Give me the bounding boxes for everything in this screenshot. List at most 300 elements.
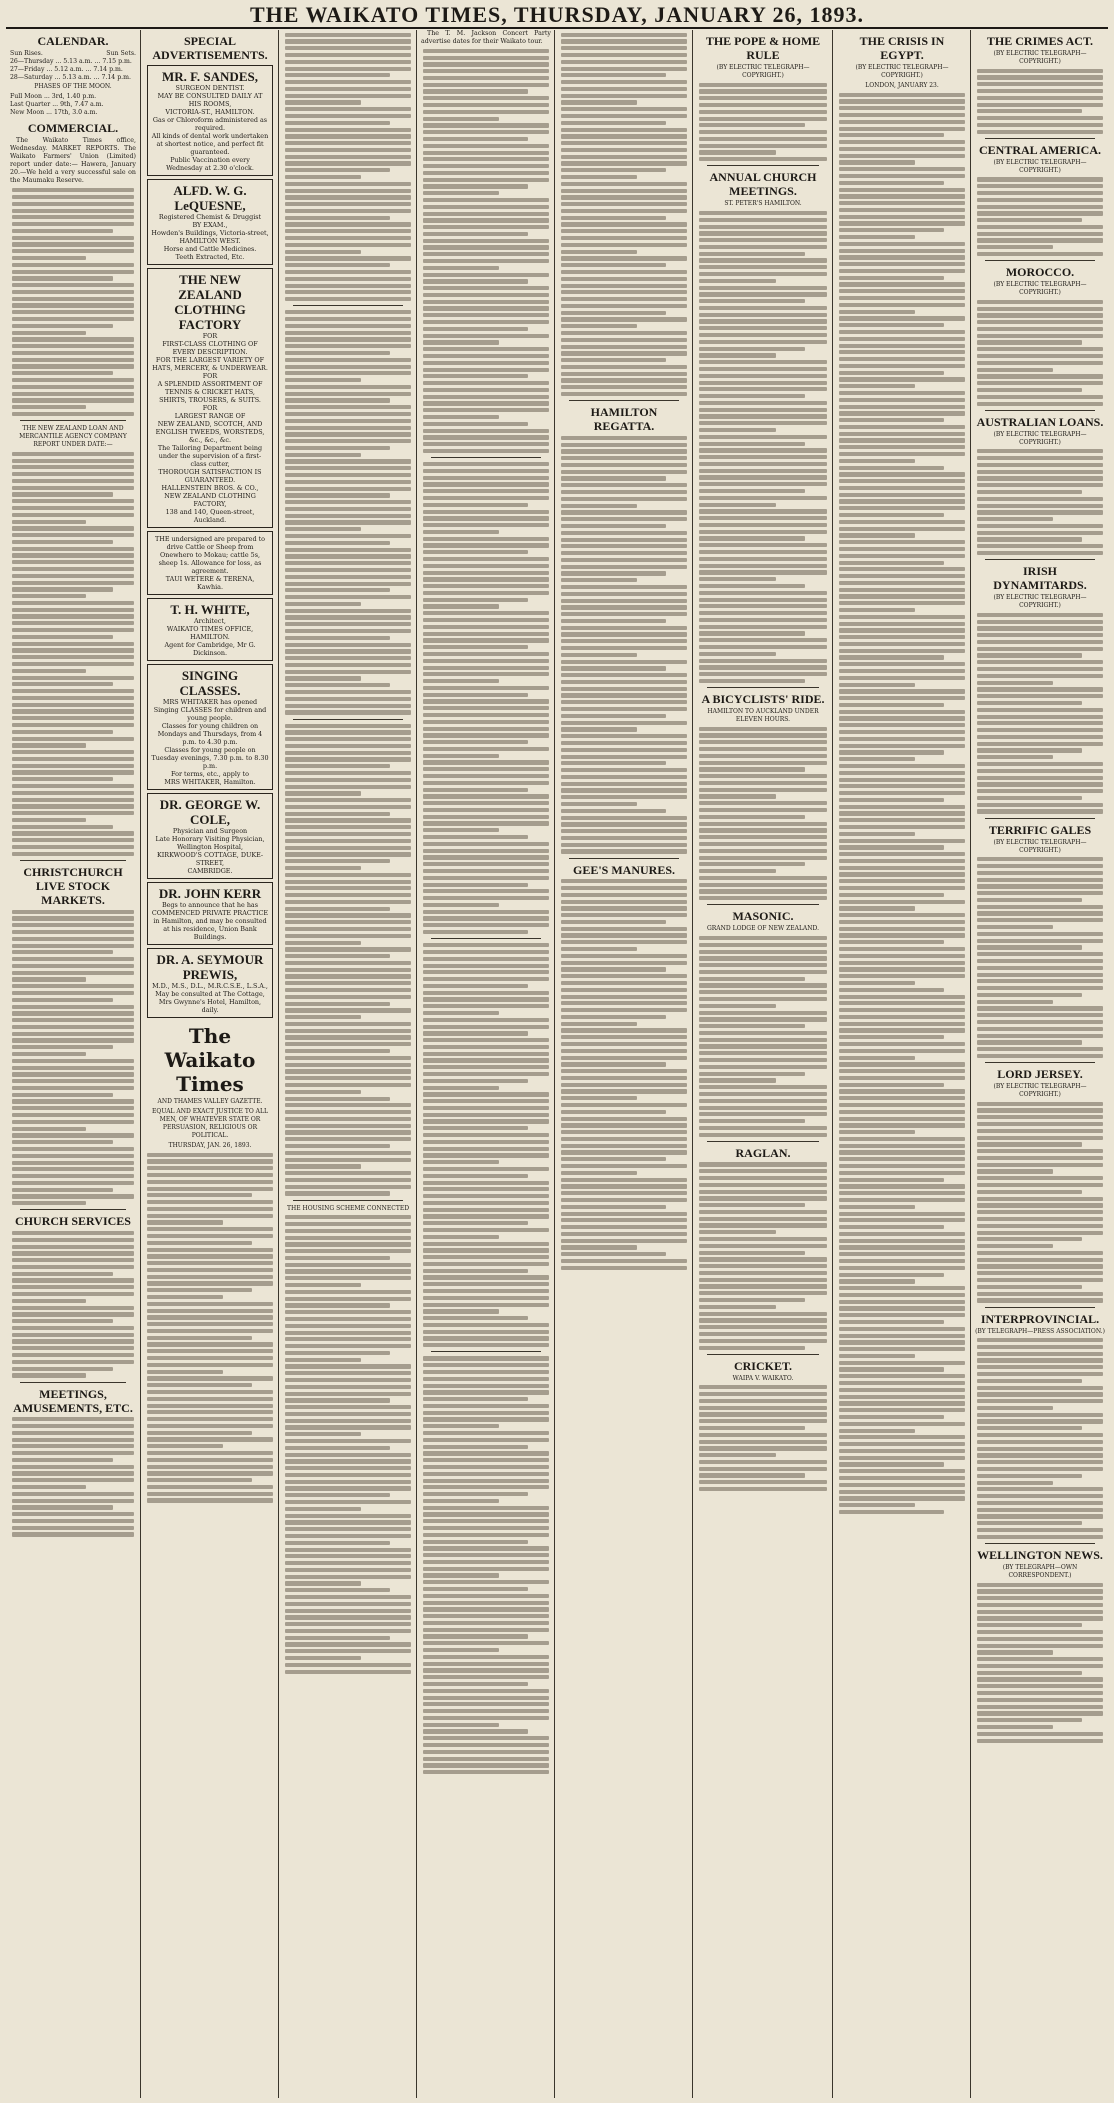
text-line: [699, 1085, 827, 1089]
text-line: [285, 791, 361, 795]
calendar-row: [10, 101, 136, 109]
text-line: [977, 1528, 1103, 1532]
text-line: [839, 425, 965, 429]
text-line: [423, 510, 549, 514]
text-line: [285, 1527, 411, 1531]
text-line: [12, 709, 134, 713]
text-line: [699, 665, 827, 669]
newspaper-nameplate: The Waikato Times: [164, 1024, 256, 1096]
text-line: [977, 782, 1103, 786]
text-line: [977, 184, 1103, 188]
text-line: [12, 1485, 86, 1489]
text-line: [839, 364, 965, 368]
text-line: [561, 256, 687, 260]
text-line: [423, 151, 549, 155]
text-line: [839, 1042, 965, 1046]
text-line: [285, 825, 411, 829]
text-line: [839, 1286, 965, 1290]
text-line: [839, 344, 965, 348]
text-line: [285, 1242, 411, 1246]
text-line: [147, 1404, 273, 1408]
text-line: [839, 249, 965, 253]
text-line: [561, 338, 687, 342]
text-line: [977, 531, 1103, 535]
text-line: [699, 1426, 805, 1430]
text-line: [423, 1092, 549, 1096]
text-line: [12, 526, 134, 530]
text-line: [12, 635, 113, 639]
text-line: [977, 96, 1103, 100]
text-line: [285, 690, 411, 694]
text-line: [561, 243, 687, 247]
section-heading: CHRISTCHURCH LIVE STOCK MARKETS.: [23, 865, 123, 907]
text-line: [285, 676, 361, 680]
text-line: [285, 236, 411, 240]
text-line: [561, 544, 687, 548]
text-line: [561, 1137, 687, 1141]
text-line: [285, 1171, 411, 1175]
text-line: [12, 1360, 134, 1364]
text-line: [561, 585, 687, 589]
text-line: [423, 1540, 528, 1544]
text-line: [839, 744, 965, 748]
calendar-cell: Full Moon ... 3rd, 1.40 p.m.: [10, 93, 97, 100]
text-line: [285, 155, 411, 159]
section-divider: [431, 457, 541, 458]
text-line: [423, 1519, 549, 1523]
text-line: [561, 524, 666, 528]
text-line: [285, 880, 411, 884]
text-line: [285, 1117, 411, 1121]
column-3: [278, 30, 417, 2098]
body-text-block: [421, 462, 551, 934]
text-line: [561, 263, 666, 267]
text-line: [147, 1458, 273, 1462]
text-line: [561, 504, 637, 508]
text-line: [561, 216, 666, 220]
text-line: [561, 1076, 687, 1080]
text-line: [839, 93, 965, 97]
text-line: [977, 626, 1103, 630]
text-line: [423, 313, 549, 317]
text-line: [699, 652, 776, 656]
text-line: [977, 1630, 1103, 1634]
section-subheading: THURSDAY, JAN. 26, 1893.: [168, 1142, 252, 1149]
body-text-block: [975, 177, 1105, 256]
text-line: [977, 674, 1103, 678]
text-line: [423, 1485, 549, 1489]
text-line: [423, 1031, 528, 1035]
text-line: [561, 114, 687, 118]
text-line: [839, 1205, 915, 1209]
text-line: [561, 463, 687, 467]
text-line: [147, 1342, 273, 1346]
text-line: [423, 212, 549, 216]
text-line: [12, 1038, 134, 1042]
text-line: [977, 803, 1103, 807]
text-line: [12, 1133, 134, 1137]
text-line: [561, 148, 687, 152]
text-line: [423, 849, 549, 853]
column-8: [970, 30, 1109, 2098]
text-line: [977, 1292, 1103, 1296]
text-line: [561, 693, 687, 697]
text-line: [285, 507, 411, 511]
text-line: [12, 242, 134, 246]
text-line: [561, 483, 687, 487]
text-line: [423, 1614, 549, 1618]
text-line: [977, 490, 1082, 494]
text-line: [12, 930, 134, 934]
advertisement-line: FOR: [202, 404, 218, 412]
text-line: [977, 1487, 1103, 1491]
text-line: [423, 604, 499, 608]
text-line: [977, 1372, 1103, 1376]
body-text-block: [421, 943, 551, 1347]
advertisement: [147, 531, 273, 595]
text-line: [977, 361, 1103, 365]
text-line: [12, 1306, 134, 1310]
text-line: [977, 544, 1103, 548]
text-line: [977, 905, 1103, 909]
text-line: [839, 1442, 965, 1446]
text-line: [147, 1153, 273, 1157]
text-line: [839, 533, 915, 537]
text-line: [285, 297, 411, 301]
text-line: [561, 1123, 687, 1127]
text-line: [423, 842, 549, 846]
text-line: [285, 1015, 361, 1019]
column-2: [140, 30, 279, 2098]
text-line: [699, 1017, 827, 1021]
text-line: [699, 238, 827, 242]
text-line: [285, 344, 411, 348]
text-line: [285, 398, 390, 402]
text-line: [423, 1038, 549, 1042]
text-line: [12, 1278, 134, 1282]
advertisement-line: Howden's Buildings, Victoria-street,: [151, 229, 269, 237]
text-line: [561, 1218, 687, 1222]
text-line: [423, 557, 549, 561]
text-line: [699, 1332, 827, 1336]
text-line: [977, 225, 1103, 229]
text-line: [423, 1099, 549, 1103]
text-line: [977, 1122, 1103, 1126]
text-line: [977, 1358, 1103, 1362]
text-line: [285, 1385, 411, 1389]
text-line: [839, 520, 965, 524]
text-line: [977, 1156, 1103, 1160]
text-line: [12, 371, 113, 375]
text-line: [977, 1149, 1103, 1153]
text-line: [12, 1319, 113, 1323]
text-line: [839, 1239, 965, 1243]
text-line: [423, 178, 549, 182]
text-line: [285, 453, 361, 457]
text-line: [977, 1183, 1103, 1187]
text-line: [12, 398, 134, 402]
section-heading: MEETINGS, AMUSEMENTS, ETC.: [13, 1386, 133, 1415]
text-line: [839, 147, 965, 151]
text-line: [561, 734, 687, 738]
text-line: [977, 715, 1103, 719]
text-line: [561, 1001, 687, 1005]
text-line: [561, 755, 687, 759]
text-line: [561, 1083, 687, 1087]
text-line: [423, 1255, 549, 1259]
text-line: [561, 893, 687, 897]
text-line: [561, 456, 687, 460]
section-heading: CHURCH SERVICES: [15, 1214, 131, 1229]
text-line: [285, 554, 411, 558]
text-line: [12, 1045, 113, 1049]
text-line: [423, 1729, 528, 1733]
text-line: [285, 900, 411, 904]
text-line: [699, 1460, 827, 1464]
text-line: [699, 381, 827, 385]
column-7: [832, 30, 971, 2098]
text-line: [147, 1166, 273, 1170]
text-line: [839, 730, 965, 734]
text-line: [12, 1093, 113, 1097]
text-line: [699, 822, 827, 826]
text-line: [839, 954, 965, 958]
text-line: [285, 128, 411, 132]
text-line: [977, 871, 1103, 875]
calendar-cell: 27—Friday ... 5.12 a.m. ... 7.14 p.m.: [10, 66, 123, 73]
text-line: [839, 974, 965, 978]
text-line: [699, 1305, 776, 1309]
body-text-block: [283, 33, 413, 302]
text-line: [285, 886, 411, 890]
text-line: [561, 988, 687, 992]
text-line: [285, 168, 390, 172]
text-line: [977, 1440, 1103, 1444]
text-line: [699, 252, 805, 256]
text-line: [423, 1113, 549, 1117]
text-line: [977, 755, 1053, 759]
advertisement: [147, 793, 273, 879]
text-line: [285, 189, 411, 193]
text-line: [285, 1622, 411, 1626]
body-text-block: [10, 910, 136, 1206]
text-line: [285, 263, 390, 267]
text-line: [423, 727, 549, 731]
text-line: [423, 279, 528, 283]
text-line: [423, 984, 528, 988]
text-line: [423, 395, 549, 399]
advertisement-line: SURGEON DENTIST.: [175, 84, 245, 92]
text-line: [977, 701, 1082, 705]
section-heading: IRISH DYNAMITARDS.: [993, 564, 1087, 593]
calendar-cell: Sun Rises.: [10, 50, 43, 57]
text-line: [561, 443, 687, 447]
text-line: [285, 1541, 390, 1545]
text-line: [561, 517, 687, 521]
text-line: [977, 1399, 1103, 1403]
text-line: [839, 818, 965, 822]
text-line: [977, 307, 1103, 311]
text-line: [561, 168, 666, 172]
text-line: [12, 1181, 134, 1185]
text-line: [147, 1417, 273, 1421]
text-line: [423, 1235, 499, 1239]
section-divider: [20, 860, 126, 861]
text-line: [699, 815, 805, 819]
text-line: [423, 1770, 549, 1774]
text-line: [423, 225, 549, 229]
text-line: [699, 1217, 827, 1221]
text-line: [699, 1223, 827, 1227]
text-line: [699, 394, 805, 398]
text-line: [839, 1232, 965, 1236]
text-line: [285, 175, 361, 179]
text-line: [839, 120, 965, 124]
text-line: [285, 1670, 411, 1674]
text-line: [561, 1157, 666, 1161]
text-line: [12, 628, 134, 632]
text-line: [699, 1099, 827, 1103]
columns: [6, 30, 1108, 2098]
text-line: [12, 1188, 113, 1192]
text-line: [699, 733, 827, 737]
text-line: [977, 884, 1103, 888]
text-line: [12, 188, 134, 192]
text-line: [699, 1251, 805, 1255]
text-line: [12, 811, 134, 815]
advertisement: [147, 664, 273, 790]
text-line: [12, 944, 134, 948]
text-line: [285, 493, 390, 497]
text-line: [699, 584, 805, 588]
text-line: [285, 1283, 361, 1287]
text-line: [285, 1042, 411, 1046]
text-line: [147, 1390, 273, 1394]
advertisement-line: The Tailoring Department being under the supervision of a first-class cutter,: [157, 444, 263, 468]
text-line: [147, 1431, 252, 1435]
text-line: [839, 276, 944, 280]
text-line: [12, 1194, 134, 1198]
body-text-block: [975, 857, 1105, 1058]
text-line: [699, 1190, 827, 1194]
text-line: [423, 1370, 549, 1374]
text-line: [699, 414, 827, 418]
text-line: [147, 1193, 252, 1197]
text-line: [285, 284, 411, 288]
text-line: [561, 666, 666, 670]
text-line: [561, 1015, 666, 1019]
text-line: [561, 940, 687, 944]
advertisement-line: FOR THE LARGEST VARIETY OF: [155, 356, 265, 364]
text-line: [839, 405, 965, 409]
text-line: [285, 46, 411, 50]
text-line: [12, 337, 134, 341]
text-line: [699, 550, 827, 554]
text-line: [561, 721, 687, 725]
text-line: [423, 286, 549, 290]
text-line: [12, 533, 134, 537]
text-line: [12, 236, 134, 240]
text-line: [12, 1052, 86, 1056]
text-line: [147, 1498, 273, 1502]
text-line: [699, 150, 776, 154]
text-line: [839, 723, 965, 727]
text-line: [699, 1004, 776, 1008]
text-line: [423, 598, 528, 602]
text-line: [977, 524, 1103, 528]
text-line: [147, 1336, 252, 1340]
text-line: [12, 662, 134, 666]
text-line: [839, 1462, 944, 1466]
text-line: [561, 646, 687, 650]
text-line: [977, 69, 1103, 73]
body-text-block: [975, 69, 1105, 134]
text-line: [12, 270, 134, 274]
text-line: [561, 80, 687, 84]
text-line: [977, 1006, 1103, 1010]
advertisement: [147, 948, 273, 1018]
text-line: [423, 496, 549, 500]
text-line: [699, 353, 776, 357]
advertisement-line: M.D., M.S., D.L., M.R.C.S.E., L.S.A.,: [152, 982, 268, 990]
advertisement-line: VICTORIA-ST., HAMILTON.: [165, 108, 255, 116]
text-line: [285, 1137, 411, 1141]
text-line: [839, 357, 965, 361]
text-line: [977, 1197, 1103, 1201]
text-line: [977, 252, 1103, 256]
text-line: [839, 384, 915, 388]
text-line: [423, 1289, 549, 1293]
advertisement-line: FIRST-CLASS CLOTHING OF EVERY DESCRIPTION.: [162, 340, 258, 356]
text-line: [423, 1675, 549, 1679]
text-line: [285, 290, 411, 294]
text-line: [839, 1347, 965, 1351]
text-line: [561, 829, 687, 833]
text-line: [839, 269, 965, 273]
text-line: [561, 490, 687, 494]
text-line: [12, 957, 134, 961]
text-line: [423, 910, 549, 914]
text-line: [977, 537, 1082, 541]
advertisement-title: T. H. WHITE,: [170, 602, 250, 617]
text-line: [285, 1371, 411, 1375]
advertisement-line: Kawhia.: [196, 583, 224, 591]
text-line: [699, 835, 827, 839]
text-line: [839, 459, 915, 463]
text-line: [839, 1144, 965, 1148]
text-line: [977, 973, 1103, 977]
text-line: [839, 540, 965, 544]
advertisement-line: KIRKWOOD'S COTTAGE, DUKE-STREET,: [156, 851, 264, 867]
text-line: [699, 130, 827, 134]
text-line: [699, 570, 827, 574]
text-line: [839, 913, 965, 917]
text-line: [423, 1655, 549, 1659]
text-line: [423, 686, 549, 690]
text-line: [285, 202, 411, 206]
text-line: [977, 109, 1082, 113]
text-line: [12, 1025, 134, 1029]
text-line: [147, 1295, 223, 1299]
text-line: [839, 1381, 965, 1385]
text-line: [839, 1056, 915, 1060]
text-line: [285, 1398, 390, 1402]
text-line: [839, 832, 915, 836]
text-line: [561, 1008, 687, 1012]
text-line: [285, 1514, 411, 1518]
text-line: [839, 981, 915, 985]
text-line: [285, 995, 411, 999]
